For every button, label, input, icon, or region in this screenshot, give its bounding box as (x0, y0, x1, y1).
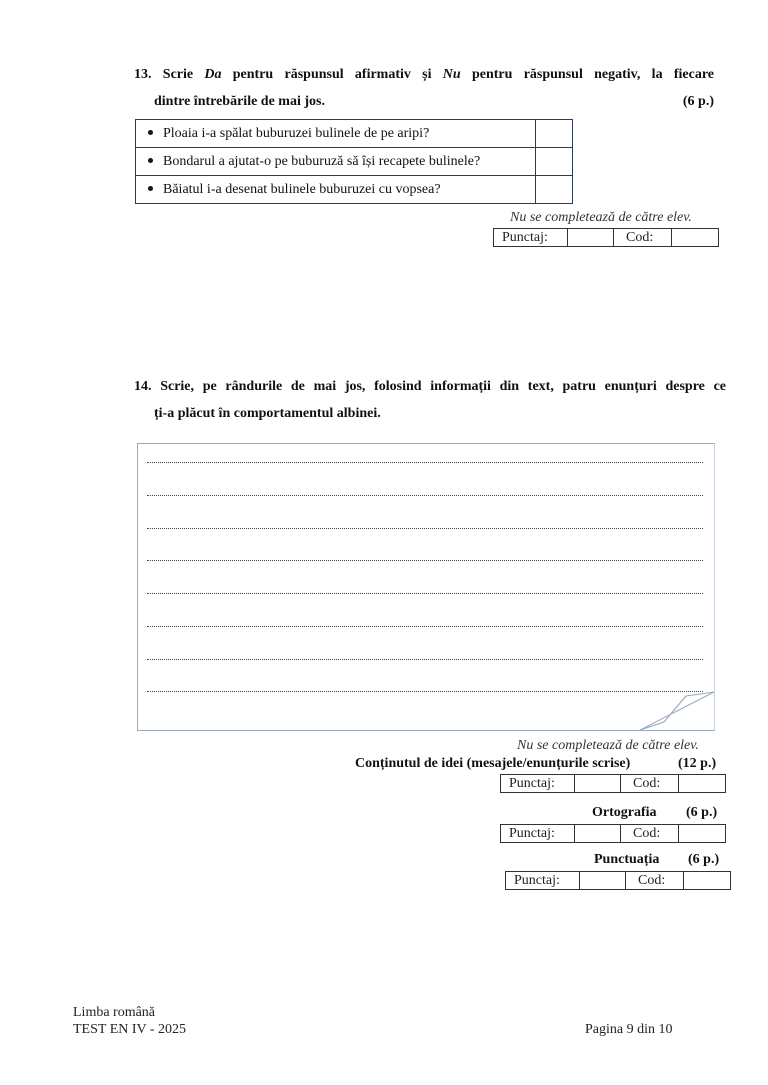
question-text: Ploaia i-a spălat buburuzei bulinele de pe aripi? (163, 125, 430, 141)
table-row (136, 120, 573, 148)
cod-value (684, 872, 731, 890)
criterion-content-label: Conținutul de idei (mesajele/enunțurile scrise) (355, 756, 631, 771)
footer-page-number: Pagina 9 din 10 (585, 1022, 673, 1037)
question-text: Băiatul i-a desenat bulinele buburuzei cu vopsea? (163, 181, 441, 197)
question-14-line-1 (134, 373, 726, 400)
table-row (136, 176, 573, 204)
punctaj-value (580, 872, 626, 890)
question-13-line-2 (134, 88, 714, 115)
cod-value (679, 775, 726, 793)
table-row (136, 148, 573, 176)
question-14-number: 14. (134, 379, 152, 394)
question-13-points: (6 p.) (682, 94, 714, 109)
score-table-content (500, 774, 726, 793)
writing-area[interactable] (137, 443, 715, 731)
answer-cell[interactable] (536, 148, 573, 176)
question-13-number: 13. (134, 67, 152, 82)
grading-note: Nu se completează de către elev. (510, 210, 692, 225)
cod-label: Cod: (621, 775, 679, 793)
criterion-punctuatia-label: Punctuația (594, 852, 660, 867)
bullet-icon (148, 186, 153, 191)
question-13-instruction-end: dintre întrebările de mai jos. (154, 94, 325, 109)
answer-cell[interactable] (536, 120, 573, 148)
question-text: Bondarul a ajutat-o pe buburuză să își recapete bulinele? (163, 153, 481, 169)
writing-line[interactable] (147, 560, 703, 561)
punctaj-label: Punctaj: (501, 825, 575, 843)
writing-line[interactable] (147, 593, 703, 594)
question-13-instruction: Scrie Da pentru răspunsul afirmativ și Nu pentru răspunsul negativ, la fiecare (162, 67, 714, 82)
cod-value (679, 825, 726, 843)
writing-line[interactable] (147, 691, 703, 692)
question-cell (136, 148, 536, 176)
cod-value (672, 229, 719, 247)
question-13-line-1 (134, 61, 714, 88)
criterion-ortografia-label: Ortografia (592, 805, 657, 820)
question-cell (136, 176, 536, 204)
grading-note: Nu se completează de către elev. (517, 738, 699, 753)
bullet-icon (148, 158, 153, 163)
footer-test: TEST EN IV - 2025 (73, 1022, 187, 1037)
punctaj-value (568, 229, 614, 247)
question-14 (134, 373, 726, 427)
score-table (493, 228, 719, 247)
writing-line[interactable] (147, 528, 703, 529)
footer-subject: Limba română (73, 1005, 156, 1020)
punctaj-label: Punctaj: (506, 872, 580, 890)
punctaj-label: Punctaj: (501, 775, 575, 793)
cod-label: Cod: (626, 872, 684, 890)
cod-label: Cod: (621, 825, 679, 843)
question-cell (136, 120, 536, 148)
question-14-line-2 (134, 400, 726, 427)
page-curl-icon (640, 690, 720, 732)
criterion-ortografia-points: (6 p.) (686, 805, 718, 820)
question-14-instruction: Scrie, pe rândurile de mai jos, folosind informații din text, patru enunțuri despre ce (160, 379, 726, 394)
writing-line[interactable] (147, 495, 703, 496)
writing-line[interactable] (147, 626, 703, 627)
punctaj-value (575, 825, 621, 843)
score-table-ortografia (500, 824, 726, 843)
bullet-icon (148, 130, 153, 135)
answer-cell[interactable] (536, 176, 573, 204)
score-table-punctuatia (505, 871, 731, 890)
answer-table (135, 119, 573, 204)
writing-line[interactable] (147, 659, 703, 660)
criterion-punctuatia-points: (6 p.) (688, 852, 720, 867)
punctaj-value (575, 775, 621, 793)
criterion-content-points: (12 p.) (678, 756, 717, 771)
writing-line[interactable] (147, 462, 703, 463)
punctaj-label: Punctaj: (494, 229, 568, 247)
question-13 (134, 61, 714, 115)
question-14-instruction-end: ți-a plăcut în comportamentul albinei. (154, 406, 381, 421)
cod-label: Cod: (614, 229, 672, 247)
